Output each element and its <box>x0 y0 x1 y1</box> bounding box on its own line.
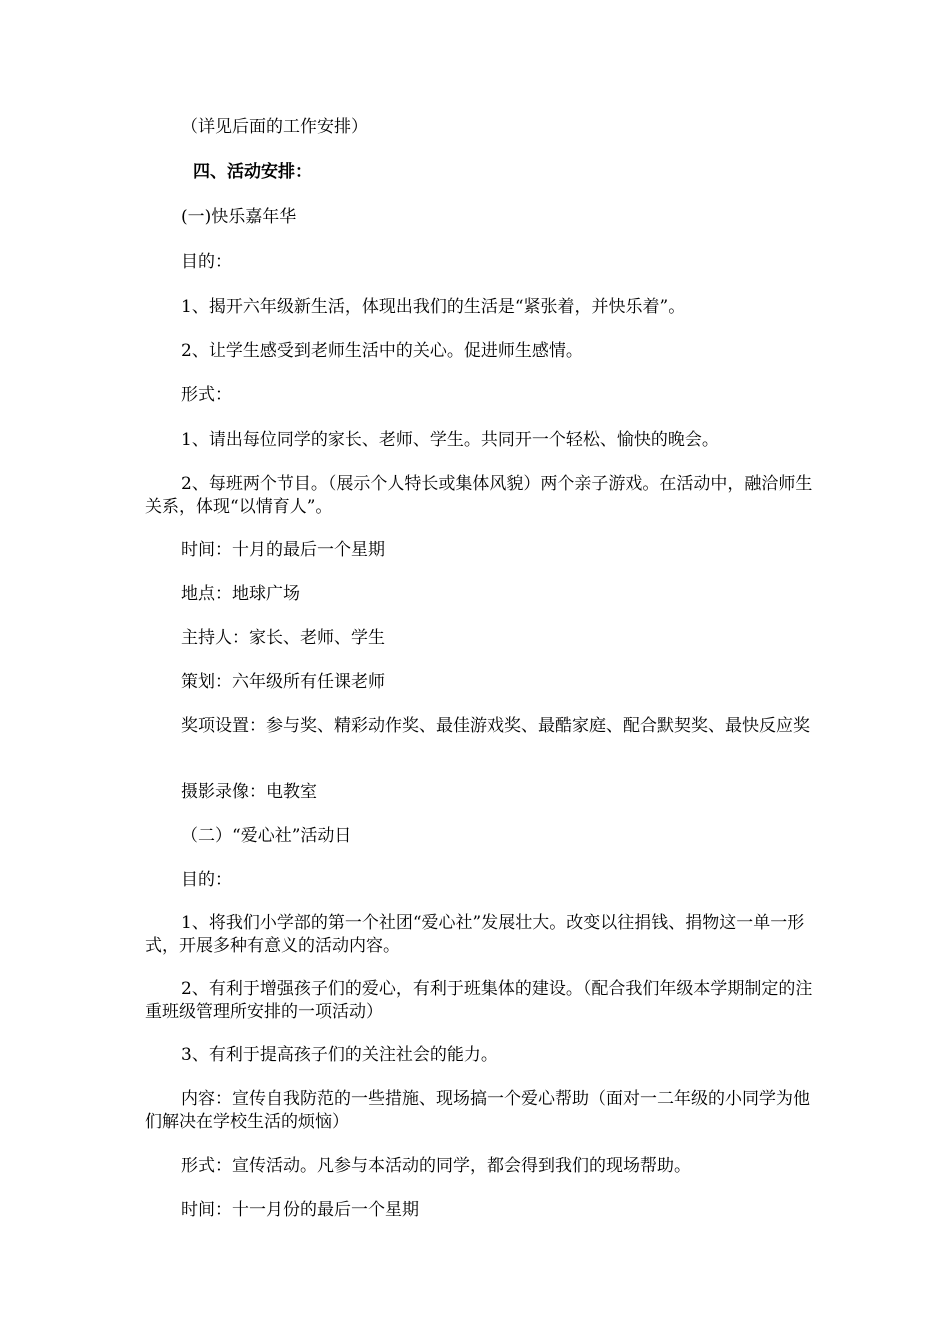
format-item-2: 2、每班两个节目。（展示个人特长或集体风貌）两个亲子游戏。在活动中，融洽师生关系，体现“以情育人”。 <box>145 474 813 517</box>
label-purpose: 目的： <box>181 252 232 272</box>
content-line: 内容：宣传自我防范的一些措施、现场搞一个爱心帮助（面对一二年级的小同学为他们解决在学校生活的烦恼） <box>145 1089 810 1132</box>
video-line: 摄影录像：电教室 <box>181 782 317 802</box>
time-line: 时间：十月的最后一个星期 <box>181 540 385 560</box>
purpose2-item-3: 3、有利于提高孩子们的关注社会的能力。 <box>181 1045 498 1065</box>
subheading-carnival: (一)快乐嘉年华 <box>181 207 297 227</box>
format2-line: 形式：宣传活动。凡参与本活动的同学，都会得到我们的现场帮助。 <box>181 1156 691 1176</box>
awards-line: 奖项设置：参与奖、精彩动作奖、最佳游戏奖、最酷家庭、配合默契奖、最快反应奖 <box>181 716 810 736</box>
subheading-love-club: （二）“爱心社”活动日 <box>181 826 352 846</box>
format-item-1: 1、请出每位同学的家长、老师、学生。共同开一个轻松、愉快的晚会。 <box>181 430 719 450</box>
label-purpose-2: 目的： <box>181 870 232 890</box>
host-line: 主持人：家长、老师、学生 <box>181 628 385 648</box>
planning-line: 策划：六年级所有任课老师 <box>181 672 385 692</box>
note-see-schedule: （详见后面的工作安排） <box>181 117 368 137</box>
section-heading-activities: 四、活动安排： <box>193 162 312 182</box>
purpose-item-1: 1、揭开六年级新生活，体现出我们的生活是“紧张着，并快乐着”。 <box>181 297 686 317</box>
purpose-item-2: 2、让学生感受到老师生活中的关心。促进师生感情。 <box>181 341 583 361</box>
label-format: 形式： <box>181 385 232 405</box>
time2-line: 时间：十一月份的最后一个星期 <box>181 1200 419 1220</box>
purpose2-item-1: 1、将我们小学部的第一个社团“爱心社”发展壮大。改变以往捐钱、捐物这一单一形式，开展多种有意义的活动内容。 <box>145 913 805 956</box>
purpose2-item-2: 2、有利于增强孩子们的爱心，有利于班集体的建设。（配合我们年级本学期制定的注重班级管理所安排的一项活动） <box>145 979 813 1022</box>
location-line: 地点：地球广场 <box>181 584 300 604</box>
